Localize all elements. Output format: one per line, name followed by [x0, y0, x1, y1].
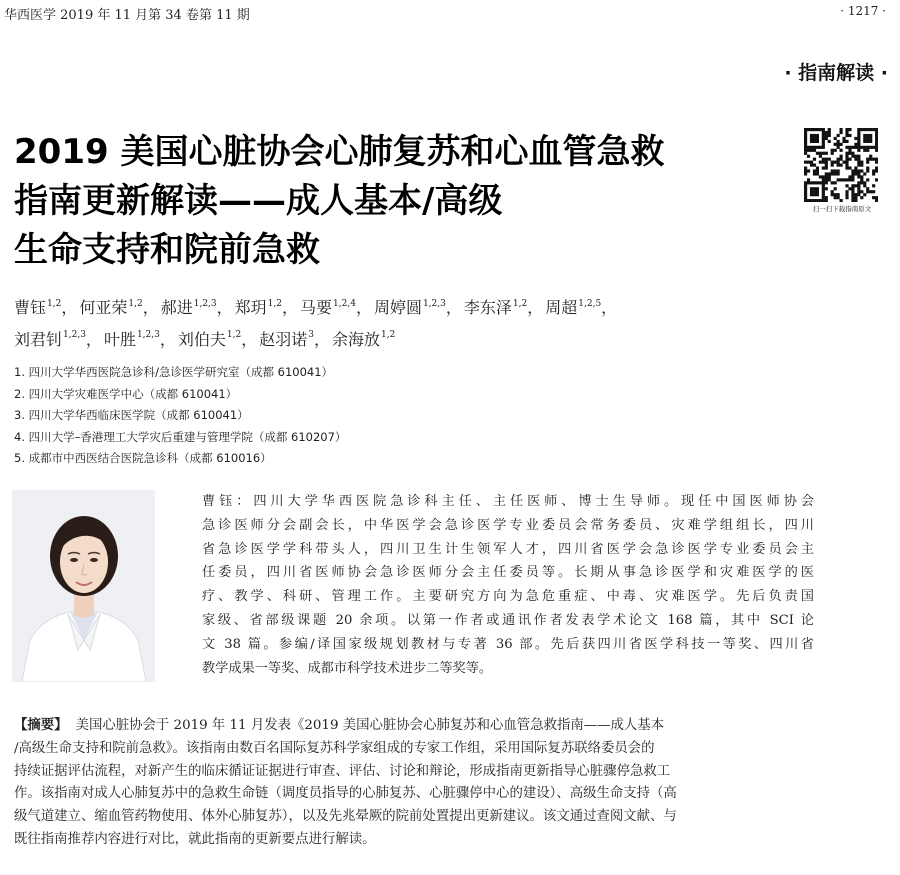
affiliation-item: 1. 四川大学华西医院急诊科/急诊医学研究室（成都 610041）: [14, 365, 334, 379]
qr-code-graphic: [804, 128, 878, 202]
author-name: 李东泽$^{1,2}$，: [463, 298, 544, 318]
author-affiliation-marker: 1,2: [512, 299, 528, 309]
bio-line: 家级、省部级课题 20 余项。以第一作者或通讯作者发表学术论文 168 篇，其中 SCI 论: [202, 612, 814, 628]
author-bio: [202, 490, 814, 680]
author-affiliation-marker: 1,2,4: [333, 299, 356, 309]
qr-code-icon[interactable]: [804, 128, 878, 202]
abstract-text: 美国心脏协会于 2019 年 11 月发表《2019 美国心脏协会心肺复苏和心血管急救指南——成人基本: [75, 718, 665, 733]
affiliation-list: [14, 362, 574, 470]
author-line-2: [14, 322, 734, 353]
title-line-3: 生命支持和院前急救: [14, 230, 320, 270]
abstract-text: 既往指南推荐内容进行对比，就此指南的更新要点进行解读。: [14, 831, 376, 847]
author-affiliation-marker: 3: [308, 330, 314, 341]
author-affiliation-marker: 1,2: [381, 330, 396, 341]
running-header-journal: 华西医学 2019 年 11 月第 34 卷第 11 期: [4, 8, 250, 23]
author-photo: [12, 490, 155, 682]
author-affiliation-marker: 1,2,5: [578, 299, 602, 309]
author-name: 何亚荣$^{1,2}$，: [79, 298, 159, 318]
abstract-line-1: [14, 715, 804, 738]
author-affiliation-marker: 1,2,3: [193, 299, 217, 309]
author-affiliation-marker: 1,2,3: [136, 330, 160, 341]
author-portrait-graphic: [12, 490, 155, 682]
affiliation-item: 2. 四川大学灾难医学中心（成都 610041）: [14, 386, 238, 401]
abstract-text: 持续证据评估流程，对新产生的临床循证证据进行审查、评估、讨论和辩论，形成指南更新指导心脏骤停急救工: [14, 763, 671, 779]
title-line-2: 指南更新解读——成人基本/高级: [14, 181, 503, 221]
title-line-1: 2019 美国心脏协会心肺复苏和心血管急救: [14, 132, 665, 172]
article-title: [14, 128, 774, 275]
author-affiliation-marker: 1,2: [128, 299, 143, 309]
author-affiliation-marker: 1,2,3: [422, 299, 446, 309]
author-affiliation-marker: 1,2: [267, 299, 282, 309]
abstract-text: /高级生命支持和院前急救》。该指南由数百名国际复苏科学家组成的专家工作组，采用国际复苏联络委员会的: [14, 740, 655, 756]
bio-line: 疗、教学、科研、管理工作。主要研究方向为急危重症、中毒、灾难医学。先后负责国: [202, 589, 814, 605]
abstract: [14, 715, 804, 852]
author-name: 刘伯夫$^{1,2}$，: [177, 329, 258, 349]
author-name: 周超$^{1,2,5}$，: [545, 298, 618, 318]
bio-line: 省急诊医学学科带头人，四川卫生计生领军人才，四川省医学会急诊医学专业委员会主: [202, 541, 814, 557]
running-header-page-number: · 1217 ·: [840, 4, 886, 18]
author-name: 马要$^{1,2,4}$，: [300, 298, 372, 318]
author-name: 曹钰$^{1,2}$，: [14, 298, 78, 318]
author-list: [14, 291, 734, 354]
affiliation-item: 4. 四川大学–香港理工大学灾后重建与管理学院（成都 610207）: [14, 429, 347, 444]
author-name: 赵羽诺$^3$，: [259, 329, 330, 349]
author-affiliation-marker: 1,2,3: [63, 330, 86, 341]
bio-line: 教学成果一等奖、成都市科学技术进步二等奖等。: [202, 660, 493, 676]
author-name: 郑玥$^{1,2}$，: [234, 298, 299, 318]
affiliation-item: 3. 四川大学华西临床医学院（成都 610041）: [14, 408, 249, 422]
column-label: · 指南解读 ·: [784, 62, 888, 84]
abstract-text: 级气道建立、缩血管药物使用、体外心肺复苏），以及先兆晕厥的院前处置提出更新建议。该文通过查阅文献、与: [14, 809, 677, 825]
qr-code-caption: 扫一扫下载指南原文: [812, 205, 872, 213]
author-name: 余海放$^{1,2}$: [332, 329, 396, 349]
author-name: 刘君钊$^{1,2,3}$，: [14, 329, 102, 349]
bio-line: 文 38 篇。参编/译国家级规划教材与专著 36 部。先后获四川省医学科技一等奖、四川省: [202, 636, 814, 652]
author-affiliation-marker: 1,2: [226, 330, 242, 341]
author-affiliation-marker: 1,2: [47, 299, 62, 309]
bio-line: 任委员，四川省医师协会急诊医师分会主任委员等。长期从事急诊医学和灾难医学的医: [202, 565, 814, 581]
bio-line: 曹钰：四川大学华西医院急诊科主任、主任医师、博士生导师。现任中国医师协会: [202, 494, 814, 509]
affiliation-item: 5. 成都市中西医结合医院急诊科（成都 610016）: [14, 451, 272, 465]
abstract-text: 作。该指南对成人心肺复苏中的急救生命链（调度员指导的心肺复苏、心脏骤停中心的建设）、高级生命支持（高: [14, 786, 677, 802]
author-name: 叶胜$^{1,2,3}$，: [103, 329, 176, 349]
author-name: 郝进$^{1,2,3}$，: [160, 298, 233, 318]
author-name: 周婷圆$^{1,2,3}$，: [373, 298, 462, 318]
author-line-1: [14, 291, 734, 322]
bio-line: 急诊医师分会副会长，中华医学会急诊医学专业委员会常务委员、灾难学组组长，四川: [202, 517, 814, 533]
abstract-label: 【摘要】: [14, 718, 68, 733]
